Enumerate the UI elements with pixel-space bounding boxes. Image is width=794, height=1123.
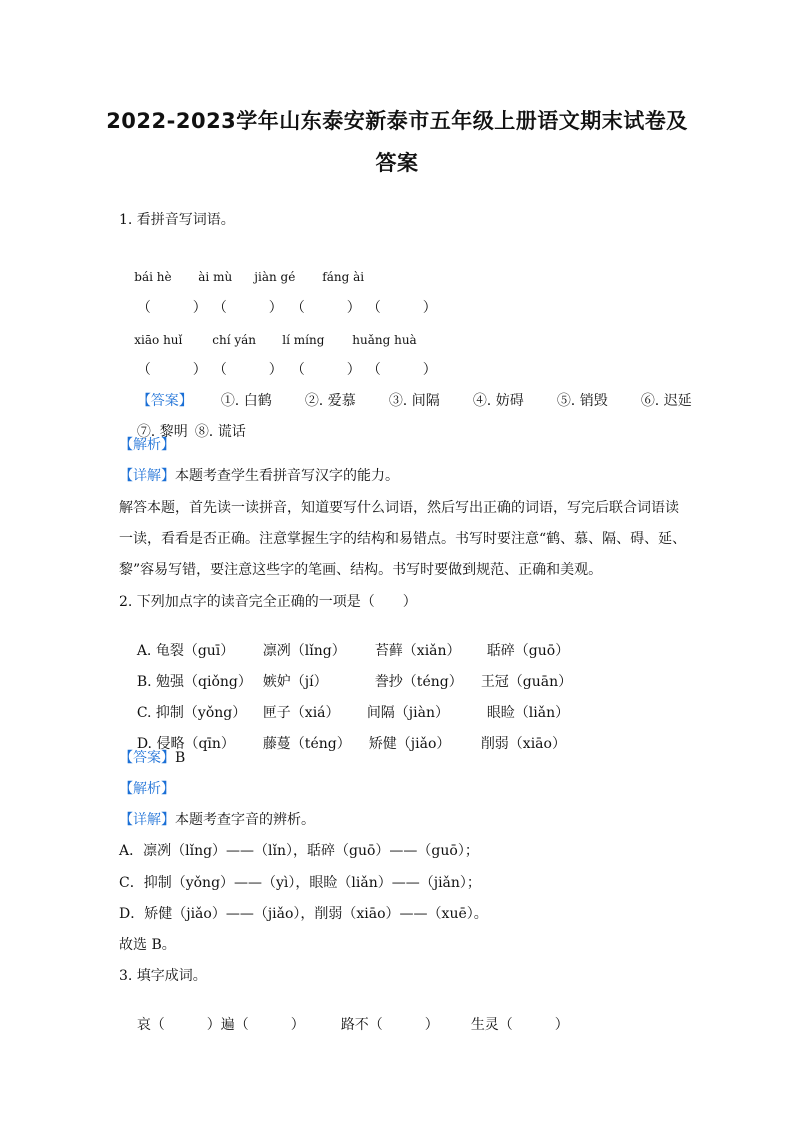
q3-items bbox=[119, 998, 569, 1052]
q2-conclusion: 故选 B。 bbox=[119, 937, 176, 953]
option-word: 嫉妒（jí） bbox=[262, 674, 328, 690]
q2-explain-a: A．凛冽（lǐng）——（lǐn），聒碎（guō）——（guō）； bbox=[119, 843, 479, 859]
q2-explain-c: C．抑制（yǒng）——（yì），眼睑（liǎn）——（jiǎn）； bbox=[119, 875, 481, 891]
q2-option-d bbox=[119, 717, 566, 771]
detail-text: 本题考查学生看拼音写汉字的能力。 bbox=[175, 468, 399, 484]
answer-label: 【答案】 bbox=[119, 750, 175, 766]
option-word: 匣子（xiá） bbox=[262, 705, 340, 721]
pinyin: xiāo huǐ bbox=[134, 333, 183, 347]
option-word: C. 抑制（yǒng） bbox=[136, 705, 247, 721]
option-word: B. 勉强（qiǒng） bbox=[136, 674, 252, 690]
answer-item: ⑤. 销毁 bbox=[556, 393, 608, 409]
answer-item: ①. 白鹤 bbox=[220, 393, 272, 409]
option-word: A. 龟裂（guī） bbox=[136, 643, 235, 659]
answer-blank: （ ） bbox=[136, 300, 207, 316]
q1-stem: 1. 看拼音写词语。 bbox=[119, 212, 235, 228]
fill-item: 哀（ ）遍（ ） bbox=[136, 1017, 305, 1033]
answer-label: 【答案】 bbox=[136, 393, 193, 409]
q2-analysis-label: 【解析】 bbox=[119, 781, 175, 797]
q3-stem: 3. 填字成词。 bbox=[119, 968, 207, 984]
option-word: 聒碎（guō） bbox=[486, 643, 570, 659]
detail-text: 本题考查字音的辨析。 bbox=[175, 812, 315, 828]
q1-analysis-label: 【解析】 bbox=[119, 437, 175, 453]
q2-detail bbox=[119, 811, 315, 829]
answer-blank: （ ） bbox=[136, 362, 207, 378]
option-word: 矫健（jiǎo） bbox=[368, 736, 451, 752]
answer-blank: （ ） bbox=[290, 300, 361, 316]
q2-explain-d: D．矫健（jiǎo）——（jiǎo），削弱（xiāo）——（xuē）。 bbox=[119, 906, 488, 922]
detail-label: 【详解】 bbox=[119, 812, 175, 828]
pinyin: chí yán bbox=[212, 333, 257, 347]
q1-para3: 黎”容易写错，要注意这些字的笔画、结构。书写时要做到规范、正确和美观。 bbox=[119, 562, 603, 578]
answer-blank: （ ） bbox=[212, 300, 283, 316]
pinyin: lí míng bbox=[282, 333, 325, 347]
fill-item: 生灵（ ） bbox=[470, 1017, 569, 1033]
option-word: 王冠（guān） bbox=[480, 674, 573, 690]
option-word: D. 侵略（qīn） bbox=[136, 736, 235, 752]
answer-item: ⑧. 谎话 bbox=[194, 424, 246, 440]
q2-answer bbox=[119, 749, 185, 767]
pinyin: fáng ài bbox=[322, 270, 365, 284]
option-word: 藤蔓（téng） bbox=[262, 736, 351, 752]
answer-item: ②. 爱慕 bbox=[304, 393, 356, 409]
answer-blank: （ ） bbox=[290, 362, 361, 378]
answer-item: ⑥. 迟延 bbox=[640, 393, 692, 409]
doc-title-line1: 2022-2023学年山东泰安新泰市五年级上册语文期末试卷及 bbox=[106, 109, 688, 133]
option-word: 削弱（xiāo） bbox=[480, 736, 566, 752]
pinyin: jiàn gé bbox=[254, 270, 296, 284]
option-word: 眼睑（liǎn） bbox=[486, 705, 570, 721]
answer-blank: （ ） bbox=[366, 300, 437, 316]
pinyin: huǎng huà bbox=[352, 333, 417, 347]
option-word: 凛冽（lǐng） bbox=[262, 643, 346, 659]
pinyin: bái hè bbox=[134, 270, 172, 284]
fill-item: 路不（ ） bbox=[340, 1017, 439, 1033]
q1-para1: 解答本题，首先读一读拼音，知道要写什么词语，然后写出正确的词语，写完后联合词语读 bbox=[119, 500, 679, 516]
detail-label: 【详解】 bbox=[119, 468, 175, 484]
option-word: 间隔（jiàn） bbox=[366, 705, 449, 721]
answer-item: ⑦. 黎明 bbox=[136, 424, 188, 440]
answer-item: ③. 间隔 bbox=[388, 393, 440, 409]
doc-title-line2: 答案 bbox=[375, 151, 419, 175]
option-word: 苔藓（xiǎn） bbox=[374, 643, 461, 659]
answer-blank: （ ） bbox=[366, 362, 437, 378]
answer-blank: （ ） bbox=[212, 362, 283, 378]
q1-para2: 一读，看看是否正确。注意掌握生字的结构和易错点。书写时要注意“鹤、慕、隔、碍、延、 bbox=[119, 531, 687, 547]
q1-detail bbox=[119, 467, 399, 485]
pinyin: ài mù bbox=[198, 270, 233, 284]
answer-value: B bbox=[175, 750, 186, 766]
option-word: 誊抄（téng） bbox=[374, 674, 463, 690]
q2-stem: 2. 下列加点字的读音完全正确的一项是（ ） bbox=[119, 594, 417, 610]
answer-item: ④. 妨碍 bbox=[472, 393, 524, 409]
